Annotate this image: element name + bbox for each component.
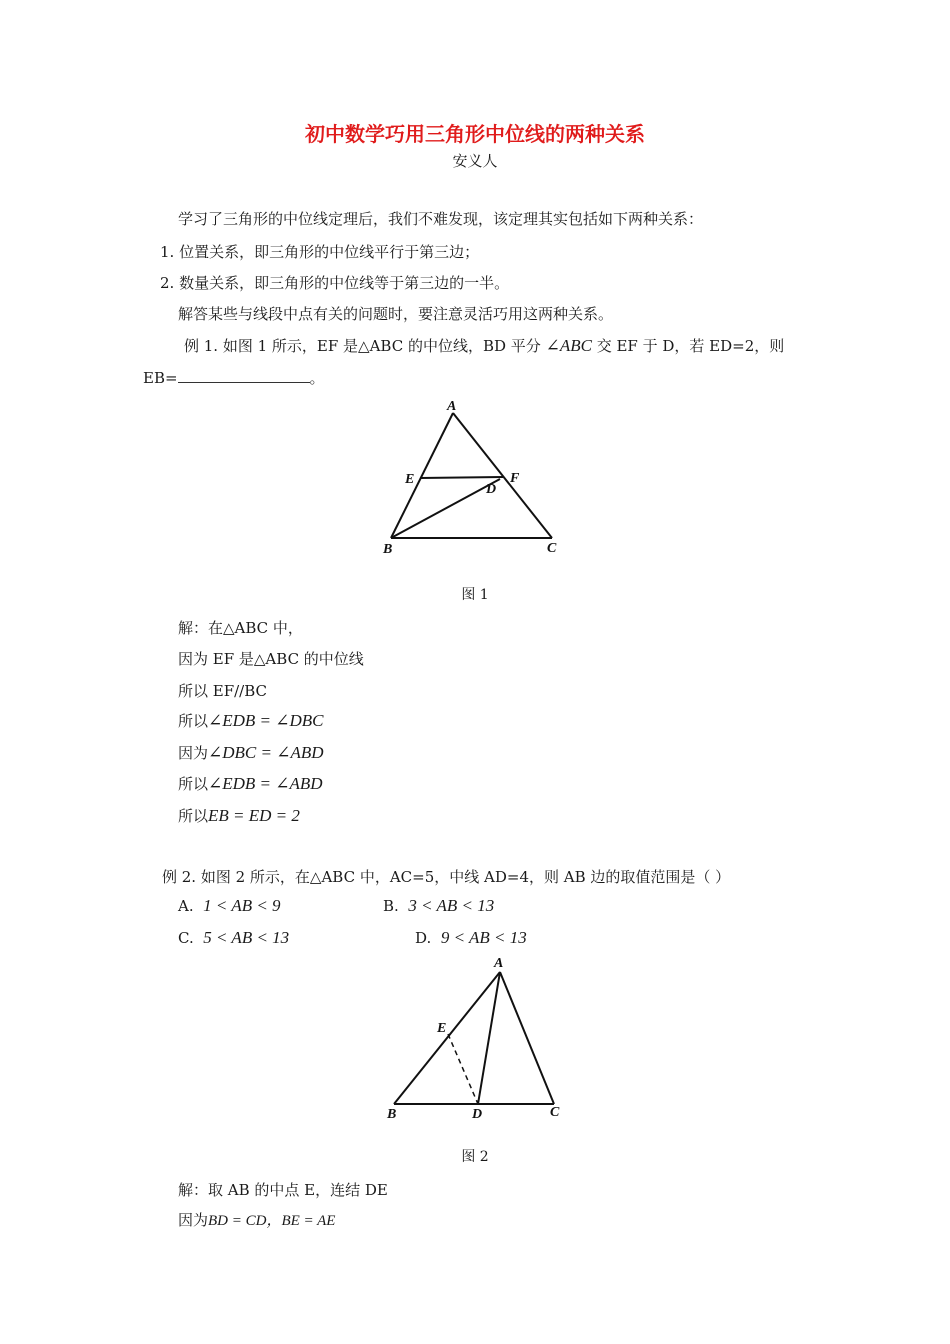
solution1-line-5-math: ∠DBC = ∠ABD — [208, 743, 324, 762]
option-c — [178, 928, 289, 948]
author: 安义人 — [452, 152, 498, 170]
fig1-label-e: E — [405, 472, 415, 487]
option-b — [383, 896, 494, 916]
figure-1-caption: 图 1 — [461, 587, 489, 603]
fig1-label-a: A — [447, 399, 457, 414]
fig2-label-c: C — [550, 1105, 560, 1120]
solution1-line-6 — [178, 773, 323, 794]
solution1-line-4-prefix: 所以 — [178, 712, 209, 730]
figure-2-triangle — [380, 950, 570, 1125]
option-c-label: C. — [178, 929, 194, 947]
example1-text-b: 交 EF 于 D，若 ED=2，则 — [596, 337, 785, 355]
figure-1-triangle — [375, 395, 565, 560]
option-b-value: 3 < AB < 13 — [408, 896, 495, 915]
solution2-line-2 — [178, 1209, 335, 1230]
fig2-label-b: B — [387, 1107, 397, 1122]
intro-paragraph: 学习了三角形的中位线定理后，我们不难发现，该定理其实包括如下两种关系： — [178, 210, 704, 228]
solution1-line-6-math: ∠EDB = ∠ABD — [208, 774, 323, 793]
solution1-line-5 — [178, 742, 324, 763]
fig2-label-a: A — [494, 956, 504, 971]
fig2-label-e: E — [437, 1021, 447, 1036]
fig1-label-f: F — [510, 471, 520, 486]
example1-angle: ∠ABC — [545, 336, 592, 355]
solution1-line-6-prefix: 所以 — [178, 775, 209, 793]
fig1-label-b: B — [383, 542, 393, 557]
option-b-label: B. — [383, 897, 399, 915]
solution2-line-2-prefix: 因为 — [178, 1211, 209, 1229]
solution1-line-7-prefix: 所以 — [178, 807, 209, 825]
example1-statement — [184, 335, 784, 356]
example1-text-a: 例 1. 如图 1 所示，EF 是△ABC 的中位线，BD 平分 — [184, 337, 541, 355]
figure-2-caption: 图 2 — [461, 1149, 489, 1165]
fig1-label-c: C — [547, 541, 557, 556]
option-c-value: 5 < AB < 13 — [203, 928, 290, 947]
option-a — [178, 896, 281, 916]
solution1-line-7 — [178, 805, 300, 826]
example1-eb-label: EB= — [143, 369, 178, 387]
example2-statement: 例 2. 如图 2 所示，在△ABC 中，AC=5，中线 AD=4，则 AB 边的取值范围是（ ） — [162, 868, 731, 886]
relation-item-1: 1. 位置关系，即三角形的中位线平行于第三边； — [160, 243, 480, 261]
solution1-line-4-math: ∠EDB = ∠DBC — [208, 711, 324, 730]
example1-period: 。 — [309, 369, 325, 387]
solution2-line-2-math: BD = CD，BE = AE — [208, 1213, 336, 1229]
solution1-line-7-math: EB = ED = 2 — [208, 806, 300, 825]
answer-blank — [178, 368, 310, 383]
solution1-line-3: 所以 EF//BC — [178, 682, 268, 700]
option-a-label: A. — [178, 897, 194, 915]
option-a-value: 1 < AB < 9 — [203, 896, 281, 915]
solution1-line-5-prefix: 因为 — [178, 744, 209, 762]
fig2-label-d: D — [472, 1107, 483, 1122]
relation-item-2: 2. 数量关系，即三角形的中位线等于第三边的一半。 — [160, 274, 510, 292]
option-d-value: 9 < AB < 13 — [440, 928, 527, 947]
fig1-label-d: D — [486, 482, 497, 497]
page-title: 初中数学巧用三角形中位线的两种关系 — [305, 122, 645, 146]
solution1-line-2: 因为 EF 是△ABC 的中位线 — [178, 650, 364, 668]
example1-answer-line — [143, 367, 325, 388]
advice-paragraph: 解答某些与线段中点有关的问题时，要注意灵活巧用这两种关系。 — [178, 305, 614, 323]
solution2-line-1: 解：取 AB 的中点 E，连结 DE — [178, 1181, 388, 1199]
option-d — [415, 928, 527, 948]
solution1-line-1: 解：在△ABC 中， — [178, 619, 303, 637]
solution1-line-4 — [178, 710, 324, 731]
option-d-label: D. — [415, 929, 432, 947]
